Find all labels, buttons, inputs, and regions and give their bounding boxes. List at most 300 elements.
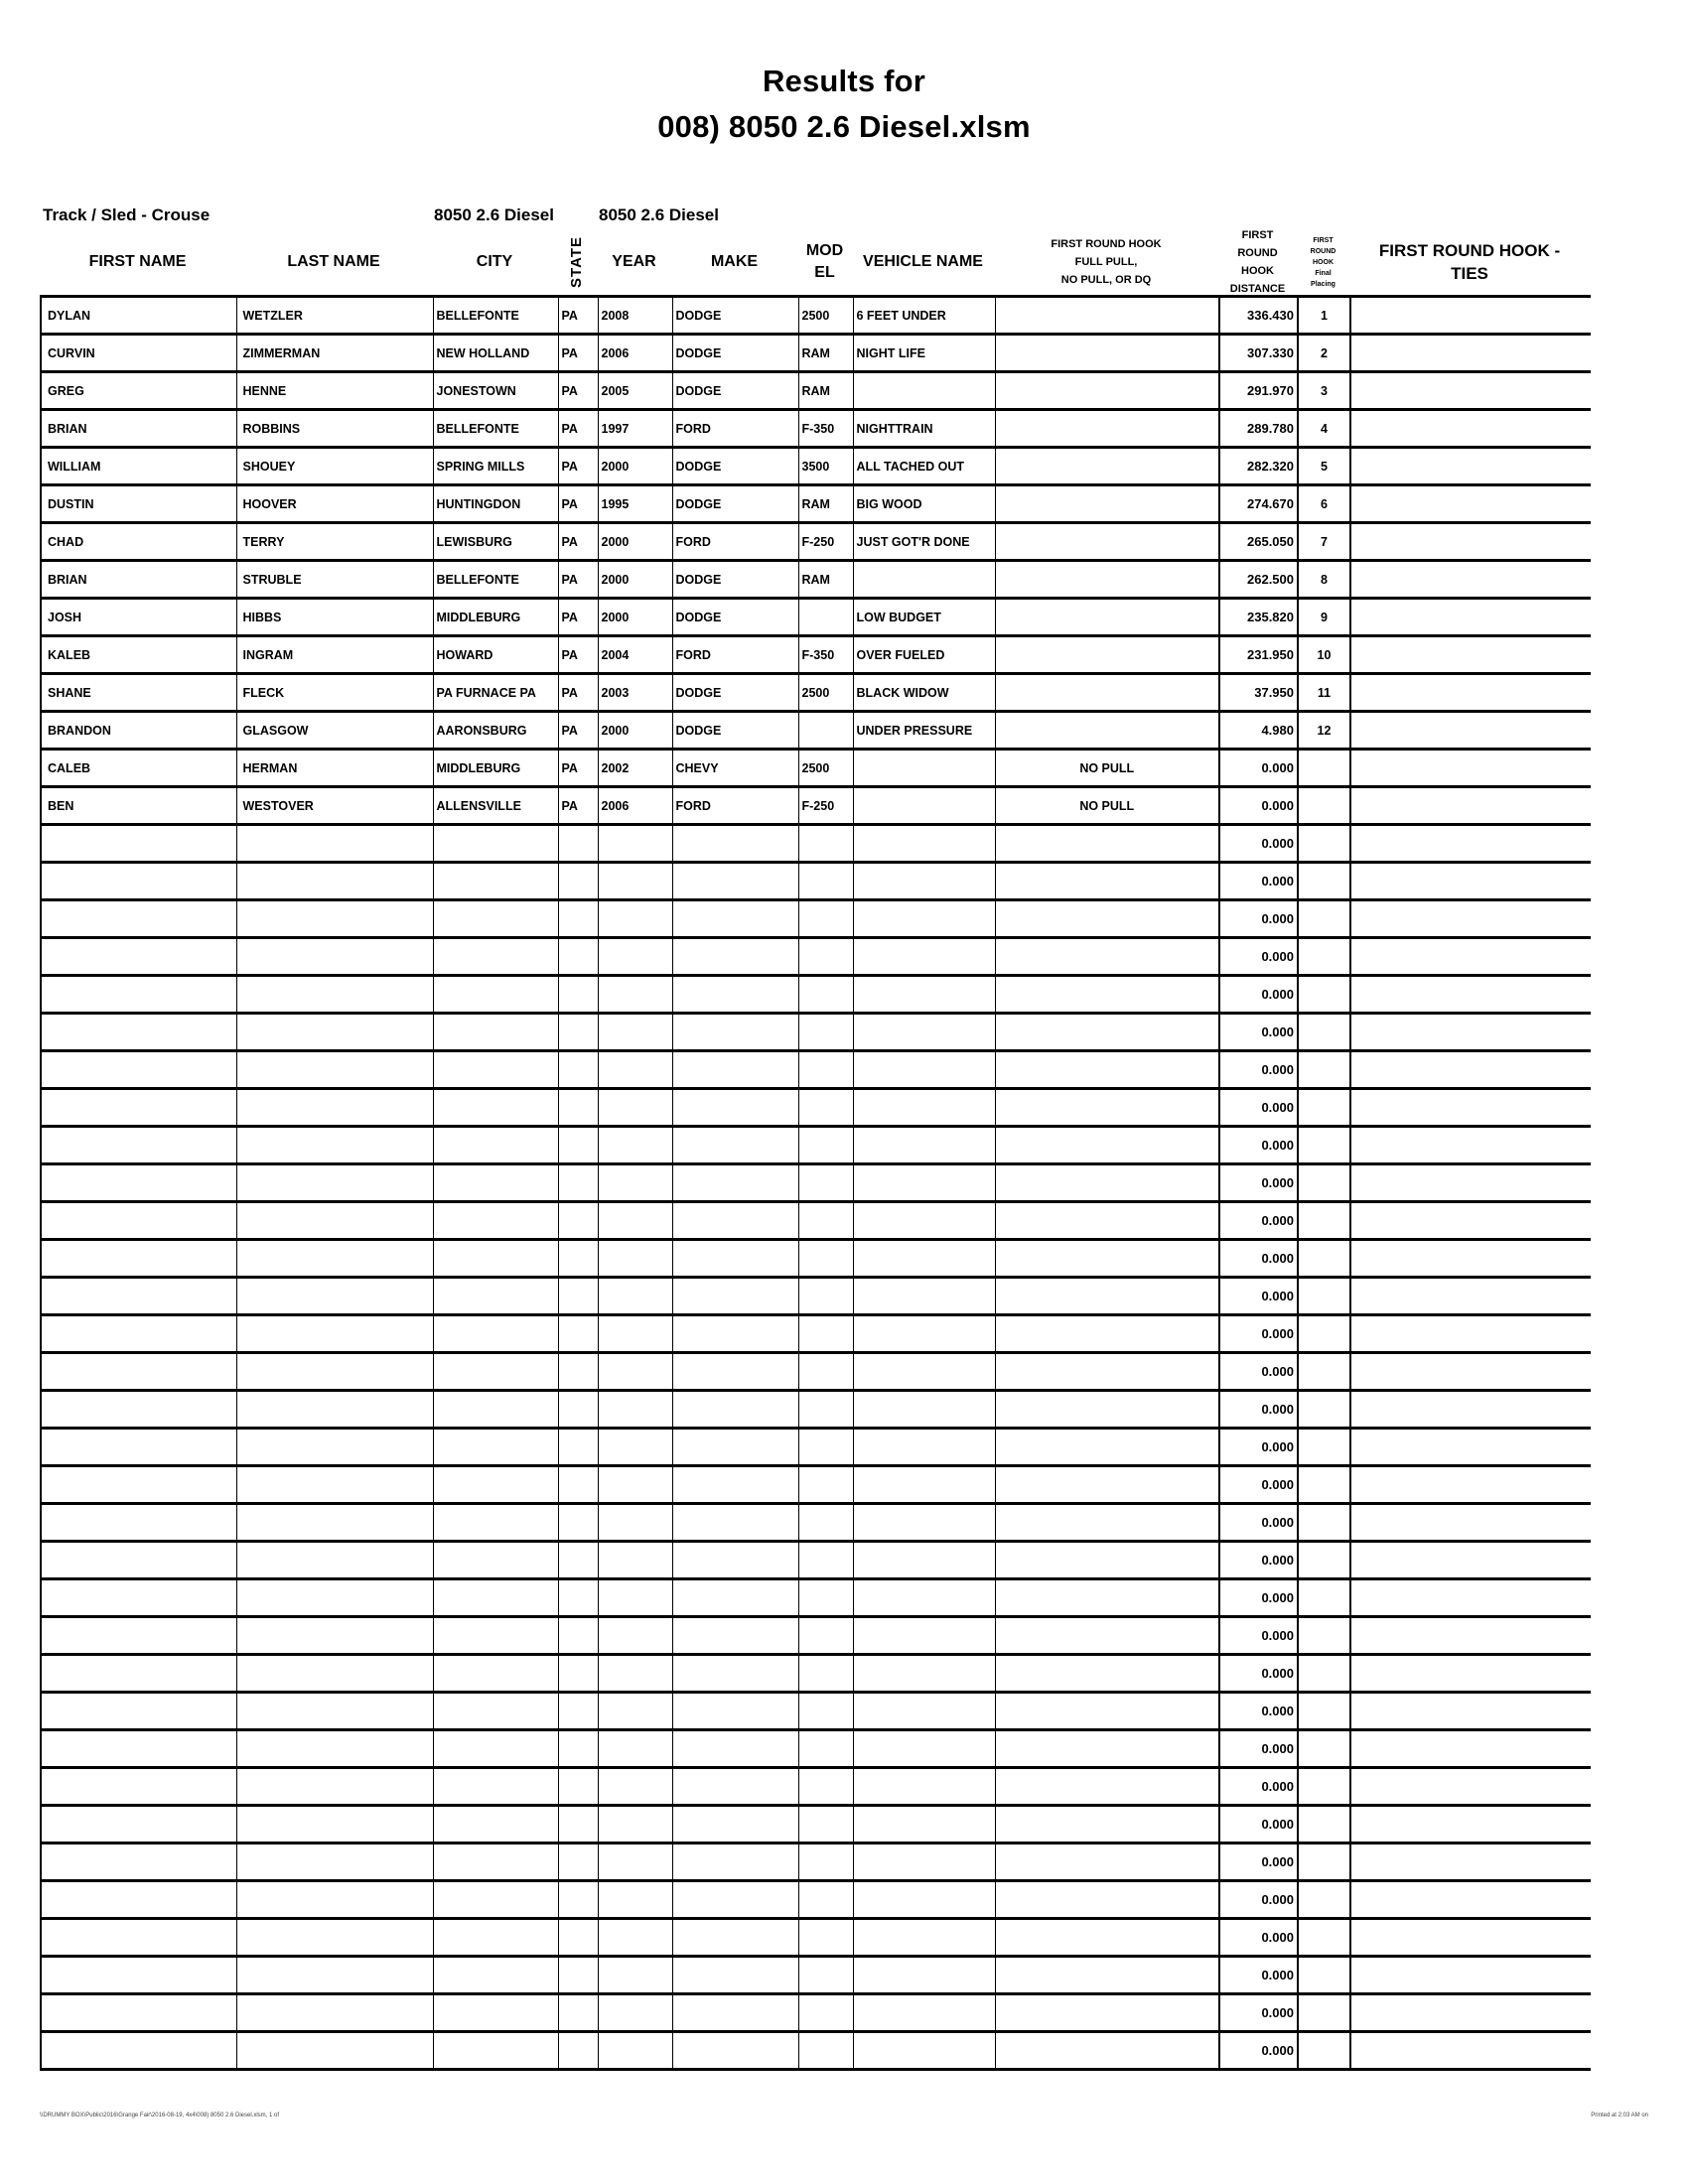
city-cell [433,1843,558,1881]
ties-cell [1350,1919,1591,1957]
city-cell: NEW HOLLAND [433,335,558,372]
hook-status-cell [995,523,1219,561]
ties-cell [1350,636,1591,674]
make-cell [672,2032,798,2070]
header-placing-line1: FIRST [1313,236,1334,244]
state-cell: PA [558,448,598,485]
vehicle-name-cell [853,1051,995,1089]
hook-distance-cell: 0.000 [1219,1429,1298,1466]
final-placing-cell [1298,1353,1350,1391]
vehicle-name-cell [853,1240,995,1278]
make-cell: FORD [672,636,798,674]
year-cell: 1995 [598,485,672,523]
year-cell: 2008 [598,297,672,335]
final-placing-cell [1298,787,1350,825]
table-row-empty [41,976,1591,1014]
year-cell [598,1994,672,2032]
table-row [41,674,1591,712]
header-state-text: STATE [568,236,585,288]
hook-status-cell [995,900,1219,938]
ties-cell [1350,1881,1591,1919]
hook-status-cell [995,825,1219,863]
ties-cell [1350,1693,1591,1730]
city-cell [433,825,558,863]
hook-distance-cell: 291.970 [1219,372,1298,410]
last-name-cell [236,863,433,900]
state-cell [558,1391,598,1429]
last-name-cell [236,1843,433,1881]
first-name-cell: BEN [41,787,236,825]
header-year: YEAR [612,253,656,270]
state-cell [558,1994,598,2032]
state-cell: PA [558,297,598,335]
table-row [41,712,1591,750]
last-name-cell: STRUBLE [236,561,433,599]
model-cell [798,712,853,750]
make-cell [672,1693,798,1730]
hook-status-cell [995,410,1219,448]
table-row [41,523,1591,561]
city-cell: BELLEFONTE [433,410,558,448]
ties-cell [1350,712,1591,750]
track-sled-label: Track / Sled - Crouse [43,205,211,224]
ties-cell [1350,2032,1591,2070]
hook-status-cell [995,561,1219,599]
year-cell [598,1202,672,1240]
header-first-name: FIRST NAME [88,253,187,270]
year-cell: 2000 [598,561,672,599]
hook-distance-cell: 262.500 [1219,561,1298,599]
last-name-cell: WESTOVER [236,787,433,825]
vehicle-name-cell [853,1655,995,1693]
ties-cell [1350,561,1591,599]
make-cell [672,1768,798,1806]
city-cell [433,2032,558,2070]
vehicle-name-cell [853,1994,995,2032]
hook-status-cell [995,1315,1219,1353]
city-cell [433,1014,558,1051]
final-placing-cell [1298,1429,1350,1466]
final-placing-cell [1298,1655,1350,1693]
city-cell [433,1051,558,1089]
last-name-cell [236,1466,433,1504]
ties-cell [1350,1806,1591,1843]
final-placing-cell: 12 [1298,712,1350,750]
city-cell: HOWARD [433,636,558,674]
header-hook-distance [1218,228,1297,296]
table-row [41,448,1591,485]
hook-distance-cell: 231.950 [1219,636,1298,674]
table-row-empty [41,1693,1591,1730]
table-row-empty [41,1542,1591,1579]
class-label-2: 8050 2.6 Diesel [599,205,719,224]
city-cell [433,1994,558,2032]
table-row-empty [41,1127,1591,1164]
make-cell: CHEVY [672,750,798,787]
city-cell: ALLENSVILLE [433,787,558,825]
table-row-empty [41,1202,1591,1240]
make-cell [672,1127,798,1164]
table-row [41,485,1591,523]
vehicle-name-cell: 6 FEET UNDER [853,297,995,335]
model-cell [798,976,853,1014]
final-placing-cell [1298,1014,1350,1051]
ties-cell [1350,1994,1591,2032]
final-placing-cell [1298,1768,1350,1806]
final-placing-cell: 7 [1298,523,1350,561]
hook-status-cell: NO PULL [995,787,1219,825]
ties-cell [1350,485,1591,523]
last-name-cell [236,1429,433,1466]
header-model-line2: EL [814,264,835,281]
hook-distance-cell: 235.820 [1219,599,1298,636]
first-name-cell: DUSTIN [41,485,236,523]
model-cell [798,1391,853,1429]
table-row-empty [41,938,1591,976]
last-name-cell: WETZLER [236,297,433,335]
first-name-cell [41,1089,236,1127]
state-cell [558,1202,598,1240]
make-cell [672,1164,798,1202]
make-cell [672,825,798,863]
model-cell [798,1127,853,1164]
ties-cell [1350,1617,1591,1655]
last-name-cell: HERMAN [236,750,433,787]
hook-status-cell [995,674,1219,712]
model-cell: RAM [798,372,853,410]
ties-cell [1350,750,1591,787]
ties-cell [1350,1315,1591,1353]
final-placing-cell [1298,1127,1350,1164]
state-cell: PA [558,523,598,561]
vehicle-name-cell: BIG WOOD [853,485,995,523]
ties-cell [1350,674,1591,712]
hook-distance-cell: 0.000 [1219,1919,1298,1957]
table-row-empty [41,1919,1591,1957]
model-cell: RAM [798,485,853,523]
final-placing-cell [1298,1240,1350,1278]
last-name-cell [236,1202,433,1240]
hook-distance-cell: 265.050 [1219,523,1298,561]
hook-distance-cell: 0.000 [1219,1579,1298,1617]
vehicle-name-cell [853,2032,995,2070]
ties-cell [1350,523,1591,561]
last-name-cell [236,1504,433,1542]
last-name-cell [236,1127,433,1164]
hook-distance-cell: 0.000 [1219,1693,1298,1730]
results-table [40,295,1591,2071]
hook-distance-cell: 0.000 [1219,1391,1298,1429]
make-cell [672,1994,798,2032]
table-row [41,599,1591,636]
year-cell: 2000 [598,712,672,750]
hook-distance-cell: 0.000 [1219,938,1298,976]
header-status-line2: FULL PULL, [1074,256,1138,268]
state-cell [558,1051,598,1089]
state-cell: PA [558,410,598,448]
city-cell [433,1353,558,1391]
first-name-cell [41,1919,236,1957]
model-cell [798,1504,853,1542]
ties-cell [1350,1089,1591,1127]
make-cell: DODGE [672,335,798,372]
year-cell [598,1542,672,1579]
year-cell [598,1768,672,1806]
state-cell [558,1579,598,1617]
hook-status-cell [995,1542,1219,1579]
ties-cell [1350,1014,1591,1051]
final-placing-cell [1298,1843,1350,1881]
vehicle-name-cell [853,938,995,976]
vehicle-name-cell: ALL TACHED OUT [853,448,995,485]
final-placing-cell [1298,938,1350,976]
header-state [557,230,597,294]
hook-status-cell [995,1353,1219,1391]
hook-distance-cell: 0.000 [1219,1466,1298,1504]
last-name-cell [236,900,433,938]
make-cell [672,1655,798,1693]
make-cell: DODGE [672,599,798,636]
year-cell [598,1089,672,1127]
header-ties [1349,230,1590,294]
header-model-line1: MOD [805,242,844,259]
model-cell: 2500 [798,674,853,712]
model-cell [798,1806,853,1843]
model-cell [798,1315,853,1353]
last-name-cell [236,1655,433,1693]
first-name-cell [41,938,236,976]
vehicle-name-cell [853,750,995,787]
hook-distance-cell: 0.000 [1219,900,1298,938]
vehicle-name-cell [853,1315,995,1353]
last-name-cell [236,976,433,1014]
ties-cell [1350,297,1591,335]
state-cell: PA [558,674,598,712]
last-name-cell [236,1014,433,1051]
last-name-cell [236,2032,433,2070]
last-name-cell [236,1693,433,1730]
table-row-empty [41,1353,1591,1391]
vehicle-name-cell: BLACK WIDOW [853,674,995,712]
final-placing-cell: 6 [1298,485,1350,523]
vehicle-name-cell [853,1579,995,1617]
first-name-cell [41,1014,236,1051]
state-cell: PA [558,712,598,750]
make-cell [672,1278,798,1315]
year-cell: 2003 [598,674,672,712]
table-row-empty [41,1051,1591,1089]
last-name-cell [236,1391,433,1429]
hook-distance-cell: 0.000 [1219,1617,1298,1655]
hook-distance-cell: 0.000 [1219,2032,1298,2070]
make-cell [672,976,798,1014]
model-cell: RAM [798,561,853,599]
header-city: CITY [476,253,513,270]
final-placing-cell [1298,1542,1350,1579]
last-name-cell [236,938,433,976]
last-name-cell: ROBBINS [236,410,433,448]
final-placing-cell [1298,1466,1350,1504]
last-name-cell [236,1315,433,1353]
model-cell [798,1994,853,2032]
model-cell [798,1202,853,1240]
state-cell [558,1315,598,1353]
first-name-cell: GREG [41,372,236,410]
hook-status-cell [995,712,1219,750]
final-placing-cell [1298,1806,1350,1843]
last-name-cell [236,1278,433,1315]
hook-status-cell [995,1051,1219,1089]
state-cell: PA [558,599,598,636]
first-name-cell [41,1994,236,2032]
make-cell [672,1429,798,1466]
final-placing-cell [1298,1089,1350,1127]
vehicle-name-cell [853,825,995,863]
vehicle-name-cell [853,976,995,1014]
class-label-1: 8050 2.6 Diesel [434,205,554,224]
model-cell: 3500 [798,448,853,485]
state-cell [558,1655,598,1693]
table-row [41,410,1591,448]
first-name-cell [41,1881,236,1919]
year-cell: 2005 [598,372,672,410]
final-placing-cell [1298,1617,1350,1655]
hook-status-cell [995,863,1219,900]
model-cell [798,1655,853,1693]
year-cell [598,1164,672,1202]
header-make: MAKE [710,253,759,270]
city-cell: BELLEFONTE [433,297,558,335]
hook-status-cell [995,1466,1219,1504]
ties-cell [1350,825,1591,863]
model-cell [798,1693,853,1730]
header-distance-line3: HOOK [1241,265,1274,277]
first-name-cell [41,1655,236,1693]
state-cell [558,1843,598,1881]
final-placing-cell [1298,1315,1350,1353]
city-cell [433,863,558,900]
vehicle-name-cell [853,1089,995,1127]
city-cell: JONESTOWN [433,372,558,410]
year-cell: 2002 [598,750,672,787]
first-name-cell: BRANDON [41,712,236,750]
first-name-cell [41,1429,236,1466]
city-cell [433,900,558,938]
vehicle-name-cell: OVER FUELED [853,636,995,674]
make-cell: FORD [672,523,798,561]
hook-status-cell [995,1843,1219,1881]
model-cell [798,1768,853,1806]
ties-cell [1350,372,1591,410]
year-cell [598,938,672,976]
year-cell [598,1429,672,1466]
year-cell [598,2032,672,2070]
final-placing-cell [1298,750,1350,787]
city-cell: SPRING MILLS [433,448,558,485]
hook-distance-cell: 0.000 [1219,1504,1298,1542]
hook-distance-cell: 0.000 [1219,1127,1298,1164]
ties-cell [1350,863,1591,900]
year-cell [598,1014,672,1051]
state-cell [558,1089,598,1127]
state-cell [558,825,598,863]
hook-status-cell [995,1730,1219,1768]
last-name-cell: INGRAM [236,636,433,674]
final-placing-cell: 11 [1298,674,1350,712]
hook-distance-cell: 37.950 [1219,674,1298,712]
table-row-empty [41,1579,1591,1617]
year-cell: 1997 [598,410,672,448]
make-cell [672,1957,798,1994]
year-cell [598,1806,672,1843]
make-cell [672,1353,798,1391]
make-cell [672,938,798,976]
year-cell [598,1391,672,1429]
city-cell [433,1391,558,1429]
header-vehicle-name: VEHICLE NAME [863,253,983,270]
year-cell [598,1693,672,1730]
header-distance-line4: DISTANCE [1229,283,1286,295]
first-name-cell: JOSH [41,599,236,636]
vehicle-name-cell: UNDER PRESSURE [853,712,995,750]
table-row-empty [41,1957,1591,1994]
first-name-cell [41,1278,236,1315]
first-name-cell: CURVIN [41,335,236,372]
final-placing-cell: 10 [1298,636,1350,674]
model-cell [798,1579,853,1617]
ties-cell [1350,448,1591,485]
table-row-empty [41,1391,1591,1429]
hook-status-cell [995,1240,1219,1278]
make-cell: DODGE [672,674,798,712]
ties-cell [1350,1353,1591,1391]
make-cell: FORD [672,787,798,825]
make-cell: DODGE [672,297,798,335]
last-name-cell [236,1617,433,1655]
city-cell [433,1315,558,1353]
vehicle-name-cell [853,1730,995,1768]
vehicle-name-cell [853,1466,995,1504]
hook-distance-cell: 0.000 [1219,1881,1298,1919]
first-name-cell [41,2032,236,2070]
make-cell [672,1881,798,1919]
last-name-cell [236,1240,433,1278]
hook-status-cell [995,1202,1219,1240]
ties-cell [1350,900,1591,938]
year-cell [598,1730,672,1768]
final-placing-cell [1298,863,1350,900]
year-cell [598,1240,672,1278]
final-placing-cell [1298,1164,1350,1202]
hook-status-cell [995,1089,1219,1127]
make-cell [672,1843,798,1881]
city-cell: PA FURNACE PA [433,674,558,712]
city-cell [433,1278,558,1315]
last-name-cell [236,1957,433,1994]
first-name-cell: KALEB [41,636,236,674]
vehicle-name-cell [853,1957,995,1994]
table-row-empty [41,1089,1591,1127]
year-cell [598,900,672,938]
make-cell [672,1730,798,1768]
final-placing-cell [1298,1051,1350,1089]
ties-cell [1350,1127,1591,1164]
state-cell [558,1693,598,1730]
hook-distance-cell: 0.000 [1219,1240,1298,1278]
first-name-cell [41,1768,236,1806]
hook-distance-cell: 0.000 [1219,750,1298,787]
city-cell: MIDDLEBURG [433,750,558,787]
